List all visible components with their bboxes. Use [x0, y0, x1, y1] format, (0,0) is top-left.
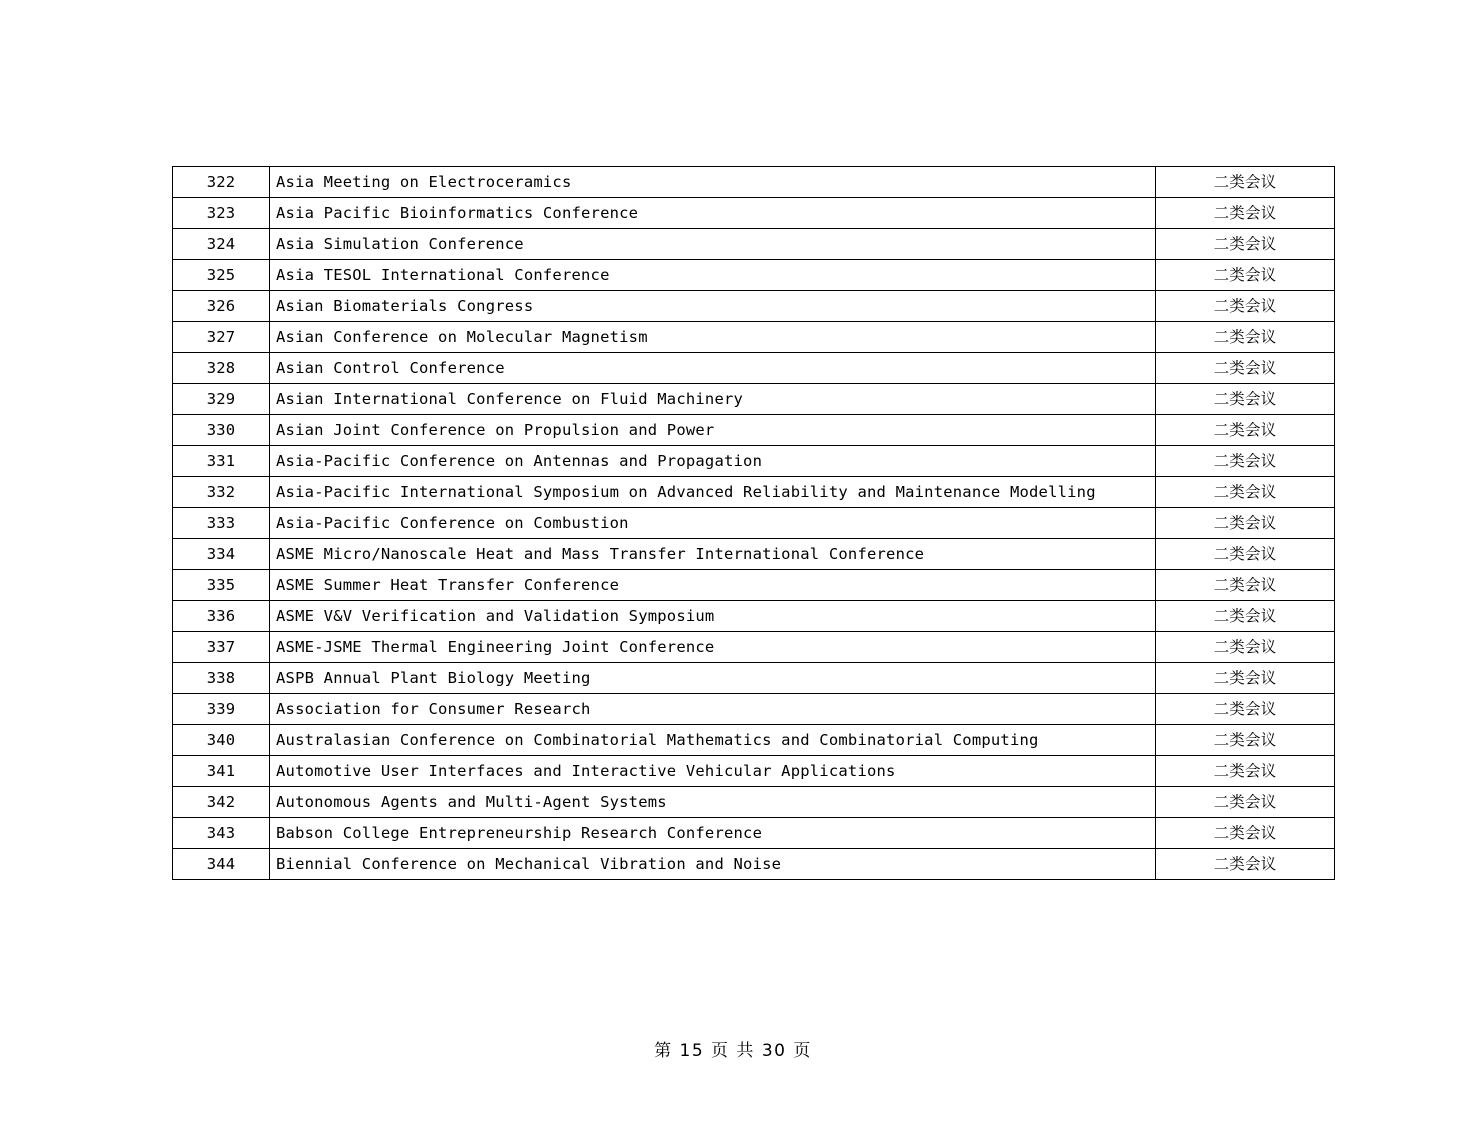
conference-category: 二类会议	[1156, 322, 1335, 353]
table-row	[173, 508, 1335, 539]
conference-category: 二类会议	[1156, 415, 1335, 446]
conference-category: 二类会议	[1156, 477, 1335, 508]
page-footer: 第 15 页 共 30 页	[654, 1041, 812, 1061]
row-number: 322	[173, 167, 270, 198]
conference-name: Asia-Pacific Conference on Antennas and Propagation	[270, 446, 1156, 477]
table-row	[173, 818, 1335, 849]
conference-name: Biennial Conference on Mechanical Vibration and Noise	[270, 849, 1156, 880]
row-number: 342	[173, 787, 270, 818]
conference-name: Asian Joint Conference on Propulsion and Power	[270, 415, 1156, 446]
conference-category: 二类会议	[1156, 849, 1335, 880]
row-number: 344	[173, 849, 270, 880]
conference-table-container	[172, 166, 1297, 880]
conference-category: 二类会议	[1156, 570, 1335, 601]
table-row	[173, 756, 1335, 787]
conference-category: 二类会议	[1156, 353, 1335, 384]
row-number: 336	[173, 601, 270, 632]
conference-name: Asian Biomaterials Congress	[270, 291, 1156, 322]
conference-name: Asia-Pacific International Symposium on Advanced Reliability and Maintenance Modelling	[270, 477, 1156, 508]
conference-category: 二类会议	[1156, 229, 1335, 260]
table-row	[173, 787, 1335, 818]
row-number: 341	[173, 756, 270, 787]
conference-table-body	[173, 167, 1335, 880]
conference-name: Asia Meeting on Electroceramics	[270, 167, 1156, 198]
conference-name: Asia TESOL International Conference	[270, 260, 1156, 291]
conference-name: ASME Micro/Nanoscale Heat and Mass Transfer International Conference	[270, 539, 1156, 570]
conference-category: 二类会议	[1156, 818, 1335, 849]
conference-name: Asian Conference on Molecular Magnetism	[270, 322, 1156, 353]
conference-name: ASPB Annual Plant Biology Meeting	[270, 663, 1156, 694]
conference-category: 二类会议	[1156, 632, 1335, 663]
row-number: 325	[173, 260, 270, 291]
conference-name: Association for Consumer Research	[270, 694, 1156, 725]
table-row	[173, 849, 1335, 880]
conference-name: ASME V&V Verification and Validation Symposium	[270, 601, 1156, 632]
conference-name: Asia Pacific Bioinformatics Conference	[270, 198, 1156, 229]
table-row	[173, 229, 1335, 260]
conference-name: Australasian Conference on Combinatorial Mathematics and Combinatorial Computing	[270, 725, 1156, 756]
table-row	[173, 446, 1335, 477]
conference-category: 二类会议	[1156, 663, 1335, 694]
table-row	[173, 260, 1335, 291]
row-number: 323	[173, 198, 270, 229]
conference-category: 二类会议	[1156, 260, 1335, 291]
conference-category: 二类会议	[1156, 601, 1335, 632]
conference-name: Babson College Entrepreneurship Research Conference	[270, 818, 1156, 849]
row-number: 338	[173, 663, 270, 694]
table-row	[173, 570, 1335, 601]
row-number: 340	[173, 725, 270, 756]
conference-category: 二类会议	[1156, 694, 1335, 725]
conference-category: 二类会议	[1156, 787, 1335, 818]
row-number: 331	[173, 446, 270, 477]
conference-category: 二类会议	[1156, 291, 1335, 322]
row-number: 328	[173, 353, 270, 384]
table-row	[173, 167, 1335, 198]
row-number: 327	[173, 322, 270, 353]
conference-category: 二类会议	[1156, 725, 1335, 756]
conference-table	[172, 166, 1335, 880]
table-row	[173, 725, 1335, 756]
row-number: 339	[173, 694, 270, 725]
table-row	[173, 539, 1335, 570]
conference-name: Asia-Pacific Conference on Combustion	[270, 508, 1156, 539]
row-number: 343	[173, 818, 270, 849]
table-row	[173, 601, 1335, 632]
conference-name: Asian Control Conference	[270, 353, 1156, 384]
conference-name: Asian International Conference on Fluid Machinery	[270, 384, 1156, 415]
table-row	[173, 663, 1335, 694]
table-row	[173, 353, 1335, 384]
table-row	[173, 384, 1335, 415]
table-row	[173, 415, 1335, 446]
conference-category: 二类会议	[1156, 446, 1335, 477]
table-row	[173, 632, 1335, 663]
conference-category: 二类会议	[1156, 167, 1335, 198]
conference-category: 二类会议	[1156, 756, 1335, 787]
conference-name: Asia Simulation Conference	[270, 229, 1156, 260]
table-row	[173, 694, 1335, 725]
row-number: 334	[173, 539, 270, 570]
row-number: 326	[173, 291, 270, 322]
row-number: 332	[173, 477, 270, 508]
table-row	[173, 322, 1335, 353]
conference-name: Autonomous Agents and Multi-Agent Systems	[270, 787, 1156, 818]
row-number: 333	[173, 508, 270, 539]
conference-category: 二类会议	[1156, 384, 1335, 415]
table-row	[173, 477, 1335, 508]
row-number: 337	[173, 632, 270, 663]
row-number: 324	[173, 229, 270, 260]
table-row	[173, 198, 1335, 229]
conference-category: 二类会议	[1156, 539, 1335, 570]
conference-category: 二类会议	[1156, 198, 1335, 229]
conference-name: Automotive User Interfaces and Interactive Vehicular Applications	[270, 756, 1156, 787]
row-number: 330	[173, 415, 270, 446]
conference-name: ASME-JSME Thermal Engineering Joint Conference	[270, 632, 1156, 663]
row-number: 329	[173, 384, 270, 415]
conference-category: 二类会议	[1156, 508, 1335, 539]
table-row	[173, 291, 1335, 322]
conference-name: ASME Summer Heat Transfer Conference	[270, 570, 1156, 601]
row-number: 335	[173, 570, 270, 601]
